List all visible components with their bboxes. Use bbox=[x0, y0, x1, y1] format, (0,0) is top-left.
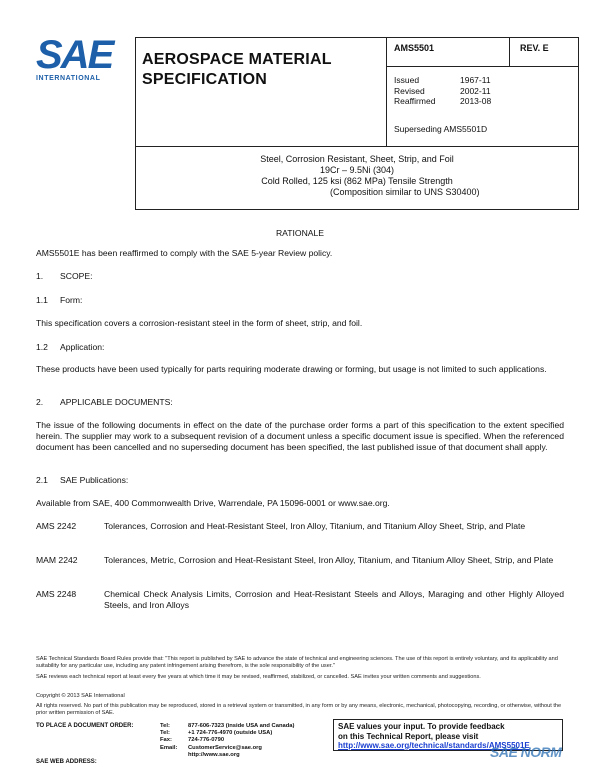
contact-block: Tel: 877-606-7323 (inside USA and Canada) Tel: +1 724-776-4970 (outside USA) Fax: 724-776-0790 Email: CustomerService@sae.org http://www.sae.org bbox=[160, 723, 295, 758]
doc-number: AMS5501 bbox=[394, 43, 435, 53]
copyright: Copyright © 2013 SAE International bbox=[36, 693, 125, 699]
logo-mark: SAE bbox=[36, 33, 113, 77]
watermark: SAE NORM bbox=[490, 744, 562, 760]
email-link[interactable]: CustomerService@sae.org bbox=[188, 744, 262, 751]
revision: REV. E bbox=[520, 43, 549, 53]
title-line: (Composition similar to UNS S30400) bbox=[330, 187, 480, 197]
header-divider-horizontal bbox=[386, 66, 579, 67]
rationale-heading: RATIONALE bbox=[275, 228, 325, 238]
superseding-note: Superseding AMS5501D bbox=[394, 124, 488, 134]
feedback-link[interactable]: http://www.sae.org/technical/standards/AMS5501E bbox=[338, 741, 530, 750]
document-type-title: AEROSPACE MATERIAL SPECIFICATION bbox=[142, 51, 332, 88]
logo-subtitle: INTERNATIONAL bbox=[36, 75, 101, 82]
review-note: SAE reviews each technical report at least every five years at which time it may be revised, reaffirmed, stabilized, or cancelled. SAE invites your written comments and suggestions. bbox=[36, 674, 481, 680]
feedback-box: SAE values your input. To provide feedback on this Technical Report, please visit http://www.sae.org/technical/standards/AMS5501E bbox=[333, 719, 563, 751]
title-line: Cold Rolled, 125 ksi (862 MPa) Tensile Strength bbox=[261, 176, 453, 186]
web-label: SAE WEB ADDRESS: bbox=[36, 759, 97, 765]
order-label: TO PLACE A DOCUMENT ORDER: bbox=[36, 723, 134, 729]
paragraph: This specification covers a corrosion-resistant steel in the form of sheet, strip, and foil. bbox=[36, 318, 363, 328]
paragraph: The issue of the following documents in effect on the date of the purchase order forms a part of this specification to the extent specified herein. The supplier may work to a subsequent revision of a document unless a specific document issue is specified. When the referenced document has been cancelled and no superseding document has been specified, the last published issue of that document shall apply. bbox=[36, 420, 564, 452]
rationale-text: AMS5501E has been reaffirmed to comply with the SAE 5-year Review policy. bbox=[36, 248, 333, 258]
header-divider bbox=[386, 37, 387, 147]
policy-note: SAE Technical Standards Board Rules provide that: "This report is published by SAE to advance the state of technical and engineering sciences. The use of this report is entirely voluntary, and its applicability and suitability for any particular use, including any patent infringement arising therefrom, is the sole responsibility of the user." bbox=[36, 656, 558, 669]
reference-item: AMS 2242 Tolerances, Corrosion and Heat-Resistant Steel, Iron Alloy, Titanium, and Titanium Alloy Sheet, Strip, and Plate bbox=[36, 521, 526, 531]
paragraph: Available from SAE, 400 Commonwealth Drive, Warrendale, PA 15096-0001 or www.sae.org. bbox=[36, 498, 390, 508]
date-block: Issued 1967-11 Revised 2002-11 Reaffirmed 2013-08 bbox=[394, 75, 492, 106]
section-heading: 2.1 SAE Publications: bbox=[36, 475, 129, 485]
reference-item: MAM 2242 Tolerances, Metric, Corrosion and Heat-Resistant Steel, Iron Alloy, Titanium, and Titanium Alloy Sheet, Strip, and Plate bbox=[36, 555, 554, 565]
section-heading: 1. SCOPE: bbox=[36, 271, 93, 281]
paragraph: These products have been used typically for parts requiring moderate drawing or forming, but usage is not limited to such applications. bbox=[36, 364, 547, 374]
title-line: Steel, Corrosion Resistant, Sheet, Strip, and Foil bbox=[260, 154, 454, 164]
reference-item: AMS 2248 Chemical Check Analysis Limits, Corrosion and Heat-Resistant Steels and Alloys, Maraging and other Highly Alloyed Steels, and Iron Alloys bbox=[36, 589, 564, 610]
title-line: 19Cr – 9.5Ni (304) bbox=[319, 165, 395, 175]
website-link[interactable]: http://www.sae.org bbox=[188, 751, 240, 758]
section-heading: 1.2 Application: bbox=[36, 342, 105, 352]
sae-logo bbox=[36, 33, 126, 82]
section-heading: 2. APPLICABLE DOCUMENTS: bbox=[36, 397, 173, 407]
rights-note: All rights reserved. No part of this publication may be reproduced, stored in a retrieval system or transmitted, in any form or by any means, electronic, mechanical, photocopying, recording, or otherwise, without the prior written permission of SAE. bbox=[36, 703, 562, 716]
header-divider-rev bbox=[509, 37, 510, 67]
section-heading: 1.1 Form: bbox=[36, 295, 83, 305]
